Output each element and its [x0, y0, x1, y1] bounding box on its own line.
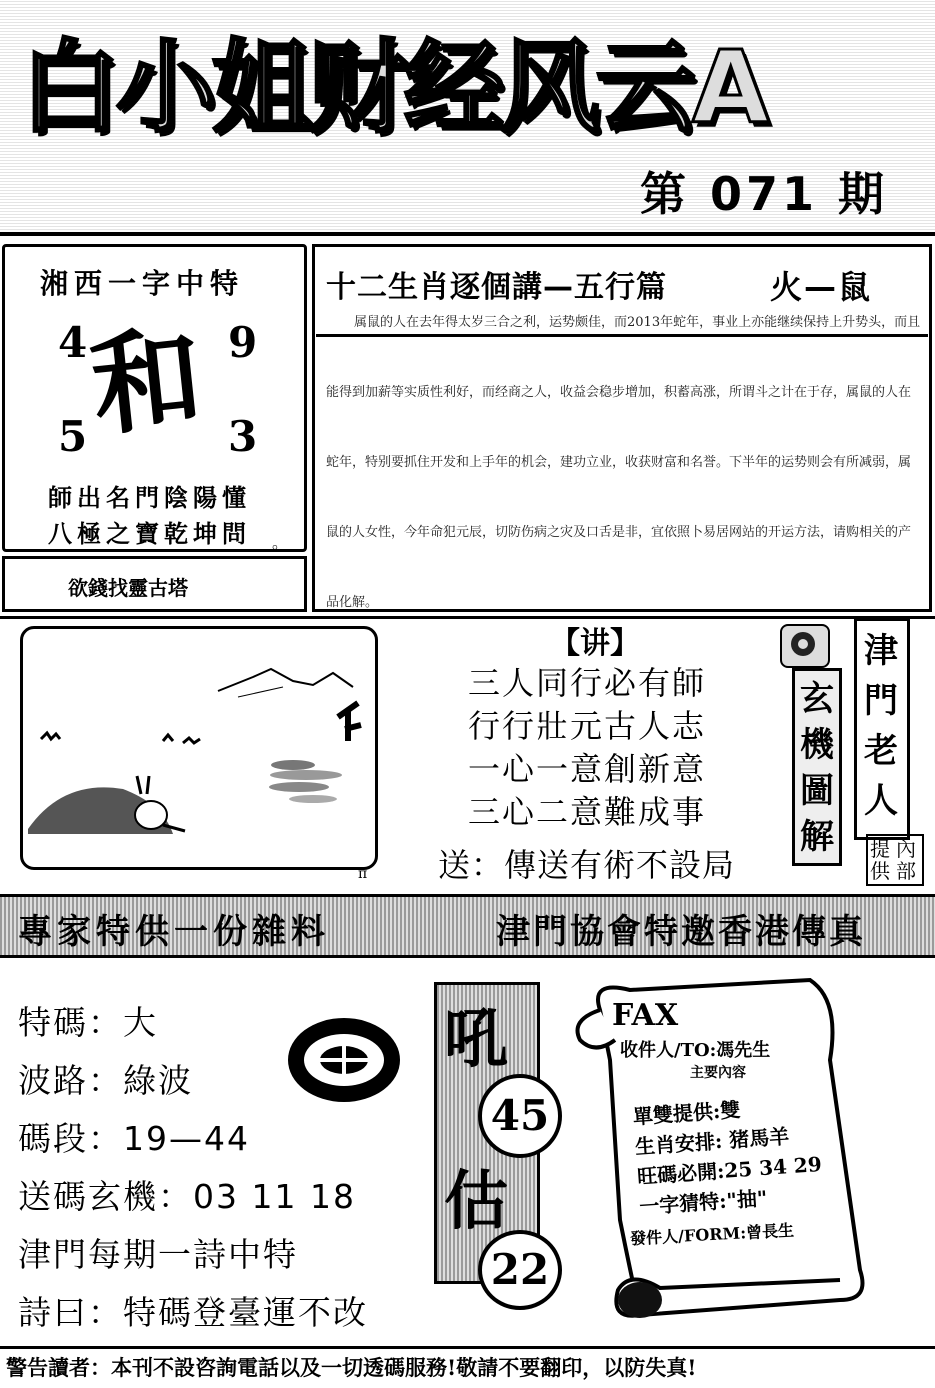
side-title: 玄機圖解	[800, 679, 834, 857]
spec-label-3: 碼段：	[18, 1119, 123, 1158]
spec-row-6	[18, 1284, 368, 1342]
tip-number-4: 3	[228, 412, 258, 461]
gu-char: 估	[444, 1164, 508, 1239]
fax-line-2: 生肖安排: 猪馬羊	[634, 1124, 790, 1159]
image-mark: π	[358, 866, 368, 882]
spec-row-5	[18, 1226, 368, 1284]
fax-line-1: 單雙提供:雙	[632, 1097, 742, 1129]
spec-label-6: 詩曰：	[18, 1293, 123, 1332]
spec-value-1: 大	[123, 1003, 158, 1042]
spec-label-1: 特碼：	[18, 1003, 123, 1042]
section-divider	[0, 616, 935, 619]
fax-subject: 主要內容	[690, 1065, 746, 1081]
zodiac-badge: 火—鼠	[770, 268, 873, 306]
spec-row-3	[18, 1110, 368, 1168]
side-author: 津門老人	[864, 631, 898, 821]
warning-text: 警告讀者：本刊不設咨詢電話以及一切透碼服務!敬請不要翻印，以防失真!	[6, 1355, 697, 1380]
page-title: 白小姐财经风云A	[20, 29, 766, 146]
tip-heading: 湘西一字中特	[40, 267, 245, 300]
tip-number-3: 5	[58, 412, 88, 461]
spec-row-4	[18, 1168, 368, 1226]
spec-label-4: 送碼玄機：	[18, 1177, 193, 1216]
side-stamp-left: 提供	[870, 837, 890, 883]
header-divider	[0, 232, 935, 236]
riddle-line-4: 三心二意難成事	[468, 793, 707, 831]
spec-label-5: 津門每期一詩中特	[18, 1235, 298, 1274]
banner-right: 津門協會特邀香港傳真	[496, 912, 866, 952]
zodiac-heading: 十二生肖逐個講—五行篇	[326, 270, 667, 305]
tip-number-2: 9	[228, 318, 258, 367]
circle-mark: 。	[272, 533, 289, 552]
riddle-line-1: 三人同行必有師	[468, 664, 707, 702]
gu-number: 22	[478, 1230, 562, 1310]
riddle-send: 送：傳送有術不設局	[438, 846, 736, 884]
fax-title: FAX	[612, 998, 679, 1033]
side-stamp-right: 內部	[896, 837, 916, 883]
turtle-logo-icon	[288, 1018, 400, 1102]
seal-icon	[780, 624, 830, 668]
fax-line-4: 一字猜特:"抽"	[638, 1185, 769, 1219]
riddle-line-2: 行行壯元古人志	[468, 707, 707, 745]
tip-number-1: 4	[58, 318, 88, 367]
issue-number: 第 071 期	[640, 167, 889, 221]
zodiac-body: 属鼠的人在去年得太岁三合之利，运势颇佳，而2013年蛇年，事业上亦能继续保持上升势头，而且能得到加薪等实质性利好，而经商之人，收益会稳步增加，积蓄高涨，所谓斗之计在于存，属鼠的人在蛇年，特别要抓住开发和上手年的机会，建功立业，收获财富和名誉。下半年的运势则会有所减弱，属鼠的人女性，今年命犯元辰，切防伤病之灾及口舌是非，宜依照卜易居网站的开运方法，请购相关的产品化解。	[326, 315, 921, 610]
tip-verse-1: 師出名門陰陽懂	[48, 484, 251, 512]
hou-char: 吼	[444, 1002, 508, 1077]
spec-value-3: 19—44	[123, 1119, 250, 1158]
fax-to: 收件人/TO:馮先生	[620, 1040, 771, 1061]
riddle-bracket: 【讲】	[550, 626, 640, 661]
banner-left: 專家特供一份雜料	[18, 912, 330, 952]
riddle-illustration	[20, 626, 378, 870]
spec-value-2: 綠波	[123, 1061, 193, 1100]
footer-divider	[0, 1346, 935, 1349]
spec-value-6: 特碼登臺運不改	[123, 1293, 368, 1332]
riddle-line-3: 一心一意創新意	[468, 750, 707, 788]
rabbit-landscape-image	[23, 629, 375, 867]
spec-label-2: 波路：	[18, 1061, 123, 1100]
fax-from: 發件人/FORM:曾長生	[629, 1220, 795, 1249]
tip-footer: 欲錢找靈古塔	[68, 576, 188, 600]
hou-number: 45	[478, 1074, 562, 1158]
tip-center-char: 和	[85, 311, 209, 452]
fax-line-3: 旺碼必開:25 34 29	[636, 1151, 823, 1189]
tip-verse-2: 八極之寶乾坤問	[48, 520, 251, 548]
spec-value-4: 03 11 18	[193, 1177, 356, 1216]
